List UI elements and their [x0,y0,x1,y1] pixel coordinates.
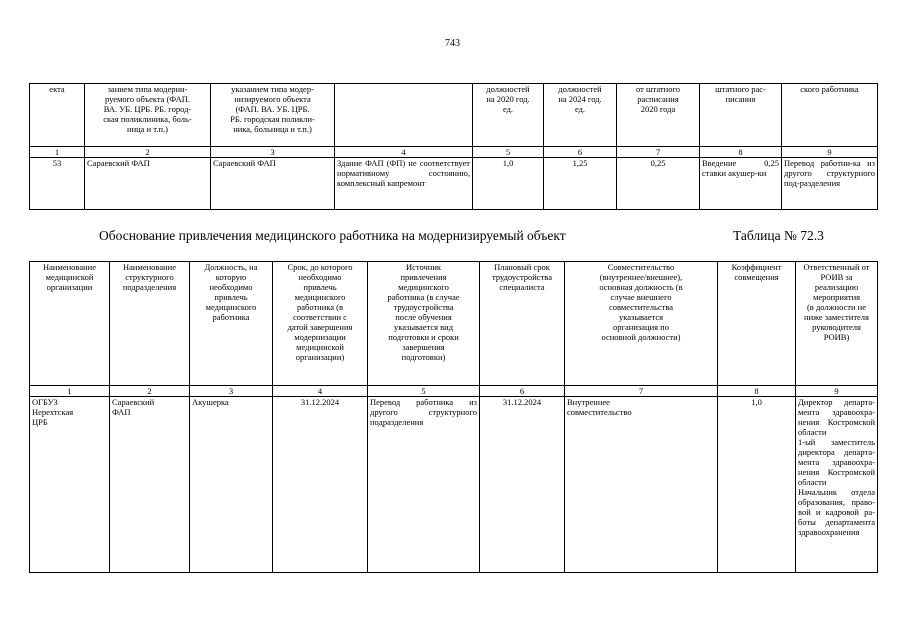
text-line: штатного рас- [715,84,766,94]
column-number: 4 [273,386,368,397]
table2-header-cell [368,262,480,386]
table2-header-cell [273,262,368,386]
table2-header-cell [565,262,718,386]
text-line: РОИВ) [823,332,850,342]
column-number: 5 [473,147,544,158]
table2-cell [565,397,718,573]
table1-header-cell [85,84,211,147]
text-line: ниже заместителя [804,312,869,322]
table1-header-cell [617,84,700,147]
text-line: медицинской [296,342,344,352]
table2-cell [796,397,878,573]
text-line: случае внешнего [610,292,672,302]
text-line: необходимо [209,282,253,292]
text-line: организации [46,282,93,292]
text-line: руководителя [812,322,861,332]
text-line: РБ. городская поликли- [230,114,315,124]
text-line: на 2024 год. [558,94,602,104]
table-row [30,158,878,210]
column-number: 1 [30,147,85,158]
text-line: расписания [637,94,679,104]
text-line: указывается вид [393,322,454,332]
text-line: трудоустройства [492,272,552,282]
text-line: должностей [486,84,530,94]
text-line: Директор департа-мента здравоохра-нения Костромской области [798,397,875,437]
table2-cell [30,397,110,573]
text-line: ЦРБ [32,417,48,427]
text-line: работника (в случае [387,292,460,302]
text-line: подразделения [122,282,177,292]
text-line: низируемого объекта [234,94,311,104]
text-line: (в должности не [806,302,867,312]
text-line: ская поликлиника, боль- [103,114,192,124]
table1-header-cell [30,84,85,147]
table1-cell: Перевод работни-ка из другого структурного под-разделения [782,158,878,210]
column-number: 8 [700,147,782,158]
table2-cell: 1,0 [718,397,796,573]
column-number: 5 [368,386,480,397]
text-line: Срок, до которого [287,262,353,272]
text-line: Совместительство [607,262,675,272]
text-line: указанием типа модер- [231,84,314,94]
text-line: реализацию [814,282,859,292]
text-line: работника [212,312,250,322]
table1-cell: Сараевский ФАП [85,158,211,210]
text-line: руемого объекта (ФАП. [104,94,190,104]
column-number: 2 [110,386,190,397]
text-line: Сараевский [112,397,155,407]
text-line: ед. [574,104,586,114]
text-line: основной должности) [601,332,681,342]
column-number: 7 [565,386,718,397]
text-line: (ФАП. ВА. УБ. ЦРБ. [235,104,310,114]
table-justification [29,261,878,573]
column-number: 6 [480,386,565,397]
table2-cell: 31.12.2024 [480,397,565,573]
table2-header-cell [30,262,110,386]
text-line: Плановый срок [494,262,550,272]
text-line: организация по [613,322,669,332]
table1-cell: 1,0 [473,158,544,210]
table1-header-cell [211,84,335,147]
text-line: Наименование [123,262,176,272]
text-line: подготовки) [401,352,446,362]
text-line: ВА. УБ. ЦРБ. РБ. город- [103,104,192,114]
text-line: должностей [558,84,602,94]
table2-header-cell [718,262,796,386]
table1-header-cell [782,84,878,147]
table1-number-row [30,147,878,158]
text-line: ница и т.п.) [127,124,168,134]
column-number: 4 [335,147,473,158]
text-line: Внутреннее [567,397,610,407]
column-number: 2 [85,147,211,158]
text-line: ского работника [800,84,859,94]
text-line: екта [49,84,65,94]
text-line: указывается [618,312,664,322]
text-line: необходимо [298,272,342,282]
table1-cell: Введение 0,25 ставки акушер-ки [700,158,782,210]
text-line: Нерехтская [32,407,74,417]
text-line: Ответственный от [803,262,870,272]
text-line: мероприятия [812,292,861,302]
text-line: основная должность (в [599,282,683,292]
table2-header-row [30,262,878,386]
text-line: занием типа модерни- [107,84,188,94]
table-number: Таблица № 72.3 [733,228,824,243]
text-line: специалиста [499,282,545,292]
table1-cell: 53 [30,158,85,210]
column-number: 3 [211,147,335,158]
text-line: (внутреннее/внешнее), [599,272,683,282]
table1-header-cell [700,84,782,147]
text-line: 2020 года [640,104,676,114]
table2-header-cell [796,262,878,386]
text-line: Наименование [43,262,96,272]
table-row [30,397,878,573]
text-line: Источник [405,262,442,272]
text-line: модернизации [294,332,346,342]
table2-cell: 31.12.2024 [273,397,368,573]
text-line: которую [215,272,247,282]
column-number: 8 [718,386,796,397]
table1-cell: 0,25 [617,158,700,210]
text-line: датой завершения [287,322,353,332]
table2-header-cell [480,262,565,386]
page-number: 743 [445,38,460,49]
text-line: совместительства [608,302,674,312]
column-number: 6 [544,147,617,158]
column-number: 9 [796,386,878,397]
table2-header-cell [110,262,190,386]
column-number: 3 [190,386,273,397]
text-line: медицинского [398,282,449,292]
text-line: привлечь [214,292,248,302]
text-line: ОГБУЗ [32,397,58,407]
column-number: 9 [782,147,878,158]
text-line: совместительство [567,407,632,417]
text-line: от штатного [636,84,680,94]
table1-header-cell [544,84,617,147]
text-line: РОИВ за [820,272,853,282]
text-line: ФАП [112,407,131,417]
text-line: Начальник отдела образования, право-вой и кадровой ра-боты департамента здравоохранения [798,487,875,537]
table2-cell [110,397,190,573]
text-line: структурного [125,272,174,282]
column-number: 7 [617,147,700,158]
text-line: работника (в [296,302,344,312]
text-line: после обучения [395,312,452,322]
text-line: привлечения [400,272,447,282]
text-line: организации) [295,352,345,362]
table-title: Обоснование привлечения медицинского работника на модернизируемый объект [99,228,566,243]
table-continuation [29,83,878,210]
table2-cell: Перевод работника из другого структурного подразделения [368,397,480,573]
table2-number-row [30,386,878,397]
table2-cell: Акушерка [190,397,273,573]
table1-cell: Здание ФАП (ФП) не соответствует нормативному состоянию, комплексный капремонт [335,158,473,210]
text-line: ед. [502,104,514,114]
text-line: медицинского [205,302,257,312]
text-line: завершения [402,342,445,352]
table1-header-row [30,84,878,147]
table1-header-cell [473,84,544,147]
table1-cell: Сараевский ФАП [211,158,335,210]
text-line: привлечь [303,282,337,292]
text-line: Коэффициент [731,262,782,272]
text-line [337,84,470,94]
text-line: ника, больница и т.п.) [233,124,312,134]
text-line: Должность, на [204,262,258,272]
table1-header-cell [335,84,473,147]
text-line: соответствии с [293,312,347,322]
table2-header-cell [190,262,273,386]
column-number: 1 [30,386,110,397]
text-line: 1-ый заместитель директора департа-мента здравоохра-нения Костромской области [798,437,875,487]
text-line: трудоустройства [393,302,454,312]
text-line: писания [725,94,756,104]
text-line: на 2020 год. [486,94,530,104]
text-line: медицинского [294,292,346,302]
text-line: совмещения [734,272,779,282]
table1-cell: 1,25 [544,158,617,210]
text-line: подготовки и сроки [388,332,459,342]
text-line: медицинской [45,272,94,282]
